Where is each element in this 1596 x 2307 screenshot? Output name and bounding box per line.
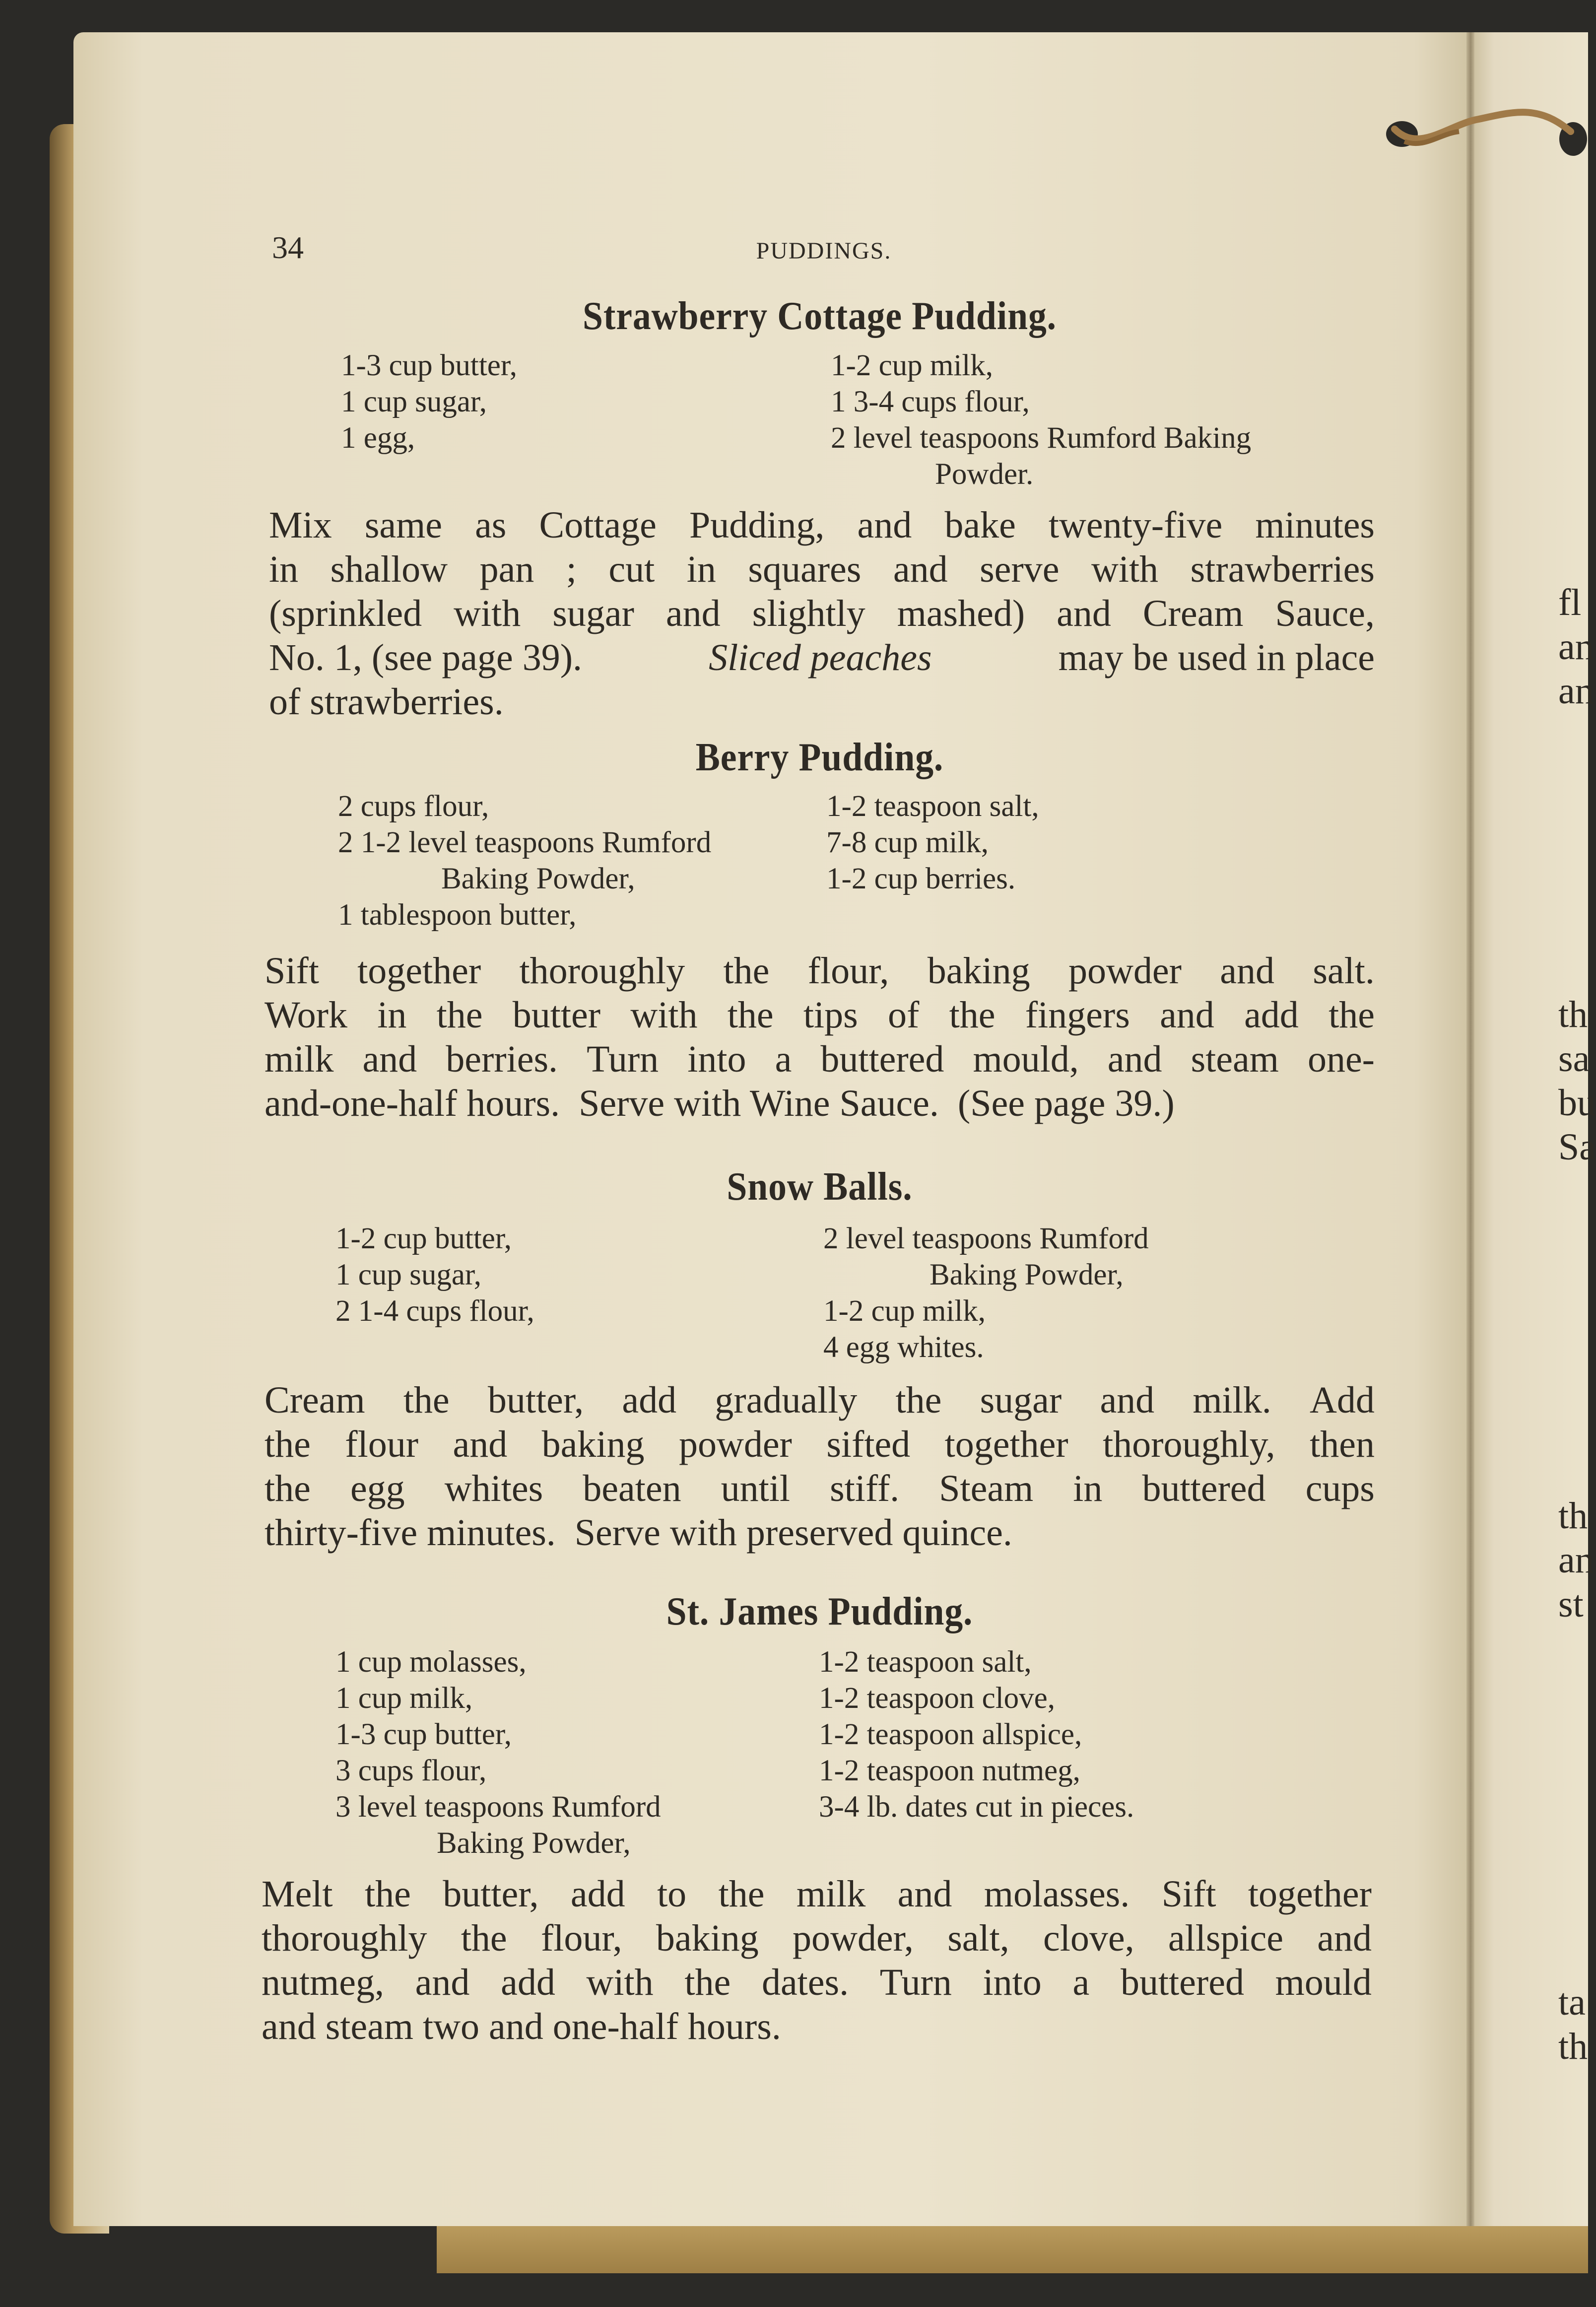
word: Turn [587,1038,659,1080]
word: thoroughly [519,950,685,992]
ingredient-line: Baking Powder, [930,1258,1124,1291]
fragment-line: an [1558,670,1594,712]
word: baking [656,1917,759,1959]
text-line [262,1961,1372,2005]
ingredient-line: 1-2 cup berries. [826,862,1016,895]
word: powder, [793,1917,914,1959]
word: add [1244,994,1299,1036]
recipe-title: Berry Pudding. [695,736,944,779]
word: minutes [1255,504,1375,546]
ingredient-line: 1 cup milk, [335,1682,473,1715]
word: sifted [826,1424,911,1465]
word: the [727,994,774,1036]
word: Pudding, [689,504,825,546]
word: flour, [540,1917,622,1959]
word: allspice [1168,1917,1283,1959]
word: powder [678,1424,792,1465]
word: and [1107,1038,1162,1080]
word: the [684,1962,731,2003]
word: serve [980,548,1060,590]
word: in [1073,1468,1103,1509]
recipe-title: Snow Balls. [727,1165,913,1209]
word: twenty-five [1048,504,1223,546]
word: milk [265,1038,334,1080]
text-line [269,547,1375,592]
word: and [1057,593,1111,634]
fragment-line: ta [1558,1981,1586,2023]
ingredients-left-column [341,347,517,456]
word: in [686,548,716,590]
word: together [944,1424,1068,1465]
word: steam [1191,1038,1279,1080]
ingredient-line: 1-2 teaspoon nutmeg, [819,1754,1080,1787]
ingredient-line: 1 cup sugar, [341,385,487,418]
ingredient-line: 2 1-4 cups flour, [335,1294,534,1328]
word: a [1072,1962,1090,2003]
word: Steam [939,1468,1034,1509]
ingredient-line: 3-4 lb. dates cut in pieces. [819,1790,1134,1824]
fragment-line: sa [1558,1038,1590,1080]
facing-text-fragment [1558,993,1596,1169]
word: to [657,1873,687,1915]
word: baking [541,1424,645,1465]
word: sugar [552,593,634,634]
word: with [630,994,698,1036]
fragment-line: bu [1558,1082,1596,1124]
word: buttered [1142,1468,1266,1509]
ingredient-line: Baking Powder, [441,862,635,895]
word: bake [944,504,1016,546]
text-line [265,1511,1375,1555]
word: stiff. [830,1468,900,1509]
word: beaten [583,1468,681,1509]
word: add [501,1962,555,2003]
word: Cream [265,1379,365,1421]
ingredient-line: 2 level teaspoons Rumford Baking [831,421,1252,455]
text-line [265,1037,1375,1082]
ingredients-right-column [826,788,1039,897]
word: the [723,950,770,992]
word: same [364,504,442,546]
fragment-line: fl [1558,582,1582,623]
ingredient-line: 1-2 teaspoon clove, [819,1682,1055,1715]
text-line [265,1082,1375,1126]
facing-text-fragment [1558,581,1594,713]
ingredient-line: Powder. [935,458,1034,491]
word: of [888,994,920,1036]
word: salt, [947,1917,1009,1959]
ingredients-right-column [831,347,1251,492]
word: and [665,593,721,634]
ingredients-left-column [338,788,711,933]
word: squares [748,548,862,590]
fragment-line: st [1558,1583,1584,1625]
word: tips [803,994,858,1036]
word: gradually [715,1379,858,1421]
ingredients-right-column [823,1221,1149,1365]
ingredient-line: 1 cup sugar, [335,1258,482,1291]
text-segment: thirty-five minutes. Serve with preserved quince. [265,1512,1012,1554]
ingredients-left-column [335,1644,661,1861]
word: Mix [269,504,332,546]
recipe-instructions [265,949,1375,1126]
word: shallow [330,548,448,590]
word: into [687,1038,746,1080]
word: dates. [761,1962,849,2003]
ingredient-line: 1-2 teaspoon allspice, [819,1718,1082,1751]
word: a [775,1038,792,1080]
text-line [262,1916,1372,1961]
word: cut [608,548,655,590]
word: and [415,1962,470,2003]
text-segment: may be used in place [1039,637,1375,679]
facing-text-fragment [1558,1494,1594,1627]
word: the [1329,994,1375,1036]
word: slightly [752,593,865,634]
word: the [265,1468,311,1509]
word: milk [796,1873,866,1915]
word: thoroughly [262,1917,427,1959]
ingredient-line: 2 1-2 level teaspoons Rumford [338,826,712,859]
word: fingers [1025,994,1130,1036]
text-line [265,1378,1375,1423]
word: flour [345,1424,419,1465]
ingredient-line: 2 level teaspoons Rumford [823,1222,1149,1255]
word: baking [927,950,1030,992]
word: mould [1275,1962,1372,2003]
text-line [269,592,1375,636]
ingredient-line: 1 egg, [341,421,415,455]
text-segment: No. 1, (see page 39). [269,637,601,679]
ingredient-line: 3 cups flour, [335,1754,487,1787]
word: molasses. [984,1873,1130,1915]
word: together [1248,1873,1372,1915]
fragment-line: th [1558,2026,1588,2067]
ingredient-line: 2 cups flour, [338,790,489,823]
word: and [1220,950,1274,992]
recipe-title: Strawberry Cottage Pudding. [582,294,1057,338]
text-line [265,993,1375,1037]
word: and [857,504,912,546]
word: mashed) [897,593,1025,634]
word: strawberries [1190,548,1375,590]
word: Melt [262,1873,333,1915]
fragment-line: th [1558,1495,1588,1537]
text-line [265,1467,1375,1511]
word: and [897,1873,952,1915]
word: butter, [487,1379,584,1421]
ingredient-line: 4 egg whites. [823,1331,984,1364]
word: ; [566,548,577,590]
word: as [475,504,507,546]
text-line [262,1872,1372,1916]
word: whites [444,1468,543,1509]
word: Turn [879,1962,952,2003]
word: Cream [1142,593,1244,634]
recipe-instructions [262,1872,1372,2049]
fragment-line: an [1558,1539,1594,1581]
ingredients-right-column [819,1644,1134,1825]
word: milk. [1193,1379,1271,1421]
word: the [718,1873,765,1915]
ingredient-line: 1-3 cup butter, [341,349,517,382]
text-line [262,2005,1372,2049]
text-segment: and-one-half hours. Serve with Wine Sauce. (See page 39.) [265,1083,1175,1124]
word: (sprinkled [269,593,422,634]
word: the [949,994,996,1036]
recipe-instructions [269,503,1375,724]
word: then [1310,1424,1375,1465]
word: with [586,1962,654,2003]
ingredient-line: 7-8 cup milk, [826,826,989,859]
word: and [362,1038,417,1080]
word: Sauce, [1275,593,1375,634]
text-line [265,949,1375,993]
word: and [1160,994,1214,1036]
ingredient-line: 1 cup molasses, [335,1645,527,1679]
word: the [436,994,483,1036]
word: and [453,1424,508,1465]
word: Work [265,994,347,1036]
word: cups [1305,1468,1375,1509]
word: powder [1068,950,1182,992]
word: the [461,1917,507,1959]
word: buttered [1120,1962,1244,2003]
word: Add [1309,1379,1375,1421]
word: sugar [980,1379,1062,1421]
recipe-instructions [265,1378,1375,1555]
word: egg [350,1468,405,1509]
word: in [269,548,299,590]
ingredients-left-column [335,1221,534,1329]
text-line [269,503,1375,547]
ingredient-line: 1 3-4 cups flour, [831,385,1030,418]
ingredient-line: 1 tablespoon butter, [338,898,577,932]
word: pan [479,548,534,590]
word: butter [512,994,601,1036]
gutter [1466,32,1474,2226]
word: thoroughly, [1103,1424,1275,1465]
recipe-title: St. James Pudding. [666,1590,973,1633]
ingredient-line: 1-2 cup milk, [823,1294,986,1328]
text-segment: of strawberries. [269,681,504,723]
word: salt. [1313,950,1375,992]
text-line [265,1423,1375,1467]
word: add [622,1379,677,1421]
word: add [570,1873,625,1915]
word: Sift [265,950,319,992]
word: nutmeg, [262,1962,384,2003]
word: butter, [443,1873,539,1915]
binding-string-icon [1375,94,1588,174]
word: and [1317,1917,1372,1959]
italic-text: Sliced peaches [709,637,932,679]
word: until [721,1468,791,1509]
ingredient-line: Baking Powder, [437,1827,631,1860]
facing-text-fragment [1558,1980,1588,2069]
word: Sift [1161,1873,1216,1915]
running-head: PUDDINGS. [756,238,892,264]
word: the [364,1873,411,1915]
word: the [265,1424,311,1465]
fragment-line: an [1558,626,1594,668]
text-line [269,636,1375,680]
word: and [893,548,948,590]
ingredient-line: 1-3 cup butter, [335,1718,512,1751]
ingredient-line: 1-2 teaspoon salt, [819,1645,1032,1679]
fragment-line: Sa [1558,1126,1596,1168]
word: in [377,994,407,1036]
ingredient-line: 1-2 cup milk, [831,349,993,382]
word: mould, [973,1038,1079,1080]
ingredient-line: 3 level teaspoons Rumford [335,1790,661,1824]
word: into [983,1962,1042,2003]
text-line [269,680,1375,724]
word: with [454,593,521,634]
ingredient-line: 1-2 teaspoon salt, [826,790,1039,823]
word: the [895,1379,942,1421]
word: clove, [1043,1917,1134,1959]
word: with [1091,548,1159,590]
word: the [403,1379,450,1421]
text-segment: and steam two and one-half hours. [262,2006,781,2047]
page-number: 34 [272,230,304,265]
word: and [1100,1379,1155,1421]
word: flour, [807,950,889,992]
word: buttered [820,1038,944,1080]
word: Cottage [539,504,657,546]
fragment-line: th [1558,994,1588,1035]
ingredient-line: 1-2 cup butter, [335,1222,512,1255]
word: berries. [446,1038,558,1080]
word: one- [1307,1038,1375,1080]
word: together [357,950,481,992]
